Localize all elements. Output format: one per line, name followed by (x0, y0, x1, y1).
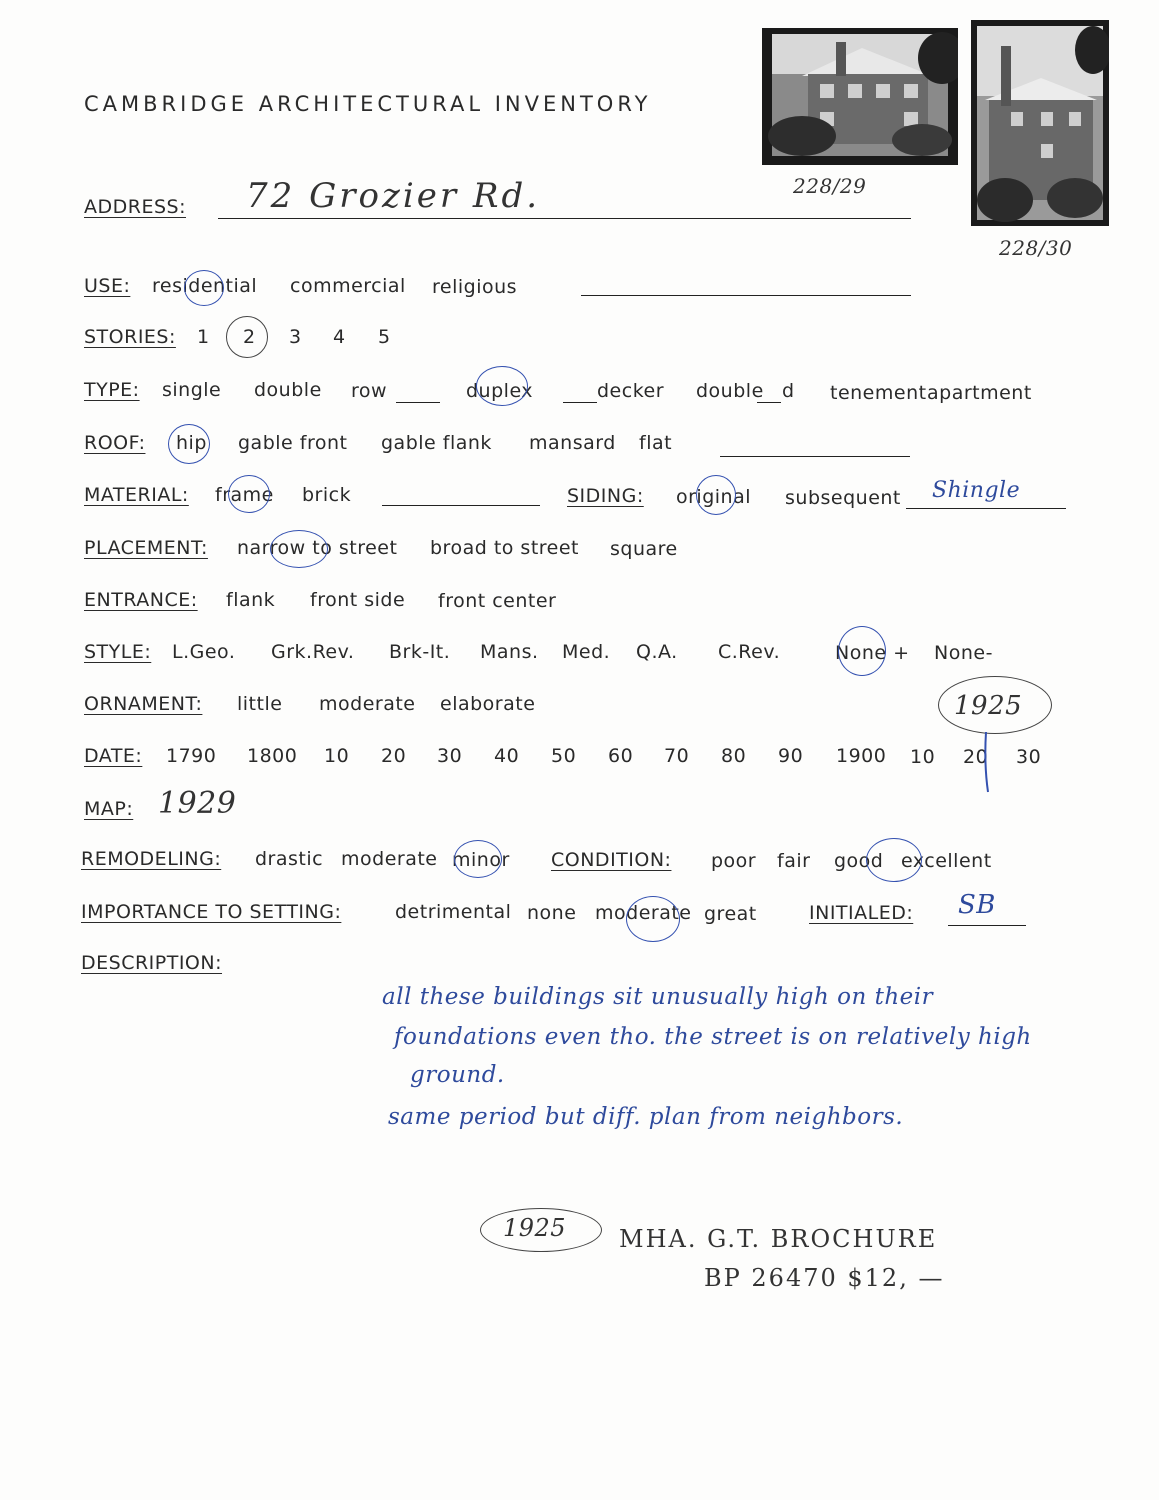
date-option-40: 40 (494, 745, 520, 767)
date-pointer-mark (980, 730, 994, 794)
type-option-apartment: apartment (927, 382, 1032, 404)
importance-option-moderate: moderate (595, 902, 692, 924)
stories-option-3: 3 (289, 326, 302, 348)
placement-option-narrow: narrow to street (237, 537, 398, 559)
house-image-icon (971, 20, 1109, 226)
ornament-option-moderate: moderate (319, 693, 416, 715)
style-option-none-minus: None- (934, 642, 993, 664)
date-option-90: 90 (778, 745, 804, 767)
style-option-mans: Mans. (480, 641, 539, 663)
type-selection-circle (476, 366, 528, 406)
style-option-med: Med. (562, 641, 611, 663)
date-option-1910: 10 (910, 746, 936, 768)
roof-option-hip: hip (176, 432, 207, 454)
remodeling-selection-circle (454, 840, 502, 878)
roof-selection-circle (168, 424, 210, 464)
date-option-1930: 30 (1016, 746, 1042, 768)
date-option-70: 70 (664, 745, 690, 767)
address-label: ADDRESS: (84, 196, 186, 218)
use-other-line (581, 295, 911, 296)
siding-option-original: original (676, 486, 752, 508)
condition-option-good: good (834, 850, 884, 872)
condition-option-excellent: excellent (901, 850, 992, 872)
entrance-option-flank: flank (226, 589, 276, 611)
entrance-option-front-side: front side (310, 589, 406, 611)
importance-option-detrimental: detrimental (395, 901, 512, 923)
type-double-d-line (757, 402, 781, 403)
type-option-double: double (254, 379, 322, 401)
material-selection-circle (228, 475, 270, 513)
type-option-d: d (782, 380, 795, 402)
ornament-label: ORNAMENT: (84, 693, 203, 715)
description-line-2: foundations even tho. the street is on relatively high (394, 1024, 1032, 1050)
stories-option-5: 5 (378, 326, 391, 348)
roof-label: ROOF: (84, 432, 146, 454)
use-option-religious: religious (432, 276, 518, 298)
use-label: USE: (84, 275, 131, 297)
address-line (218, 218, 911, 219)
date-option-1790: 1790 (166, 745, 217, 767)
type-option-single: single (162, 379, 222, 401)
description-line-4: same period but diff. plan from neighbors. (388, 1104, 904, 1130)
siding-value-line (906, 508, 1066, 509)
date-option-1900: 1900 (836, 745, 887, 767)
siding-value: Shingle (932, 478, 1021, 503)
placement-option-square: square (610, 538, 678, 560)
condition-option-poor: poor (711, 850, 757, 872)
style-option-none-plus: None + (835, 642, 910, 664)
style-option-crev: C.Rev. (718, 641, 781, 663)
address-value: 72 Grozier Rd. (246, 176, 541, 216)
house-photo-2 (971, 20, 1109, 226)
style-label: STYLE: (84, 641, 152, 663)
importance-selection-circle (626, 896, 680, 942)
date-option-1920: 20 (963, 746, 989, 768)
ornament-option-little: little (237, 693, 283, 715)
placement-option-broad: broad to street (430, 537, 580, 559)
remodeling-option-minor: minor (452, 849, 510, 871)
material-option-brick: brick (302, 484, 352, 506)
type-decker-line (563, 402, 597, 403)
house-image-icon (762, 28, 958, 165)
initialed-label: INITIALED: (809, 902, 914, 924)
remodeling-option-moderate: moderate (341, 848, 438, 870)
type-label: TYPE: (84, 379, 140, 401)
stories-option-1: 1 (197, 326, 210, 348)
style-option-lgeo: L.Geo. (172, 641, 236, 663)
initialed-line (948, 925, 1026, 926)
siding-option-subsequent: subsequent (785, 487, 901, 509)
roof-option-mansard: mansard (529, 432, 616, 454)
siding-selection-circle (696, 475, 736, 515)
roof-other-line (720, 456, 910, 457)
footer-note-line-2: BP 26470 $12, — (704, 1264, 945, 1292)
description-line-3: ground. (410, 1062, 505, 1088)
entrance-label: ENTRANCE: (84, 589, 198, 611)
importance-option-great: great (704, 903, 757, 925)
ornament-option-elaborate: elaborate (440, 693, 536, 715)
importance-label: IMPORTANCE TO SETTING: (81, 901, 342, 923)
date-handwritten: 1925 (954, 691, 1023, 721)
map-value: 1929 (158, 786, 237, 821)
use-option-commercial: commercial (290, 275, 406, 297)
style-option-brkit: Brk-It. (389, 641, 451, 663)
remodeling-option-drastic: drastic (255, 848, 324, 870)
type-option-row: row (351, 380, 388, 402)
footer-note-line-1: MHA. G.T. BROCHURE (619, 1225, 938, 1253)
style-option-grkrev: Grk.Rev. (271, 641, 355, 663)
stories-selection-circle (226, 316, 268, 358)
footer-year: 1925 (503, 1214, 567, 1242)
date-option-30: 30 (437, 745, 463, 767)
material-other-line (382, 505, 540, 506)
style-selection-circle (838, 626, 886, 676)
description-line-1: all these buildings sit unusually high on their (382, 984, 934, 1010)
use-selection-circle (184, 270, 224, 306)
condition-option-fair: fair (777, 850, 811, 872)
date-option-60: 60 (608, 745, 634, 767)
material-label: MATERIAL: (84, 484, 189, 506)
material-option-frame: frame (215, 484, 274, 506)
condition-label: CONDITION: (551, 849, 672, 871)
remodeling-label: REMODELING: (81, 848, 222, 870)
house-photo-1 (762, 28, 958, 165)
date-option-20: 20 (381, 745, 407, 767)
placement-selection-circle (270, 530, 328, 568)
siding-label: SIDING: (567, 485, 644, 507)
type-row-line (396, 402, 440, 403)
placement-label: PLACEMENT: (84, 537, 208, 559)
roof-option-gable-front: gable front (238, 432, 348, 454)
importance-option-none: none (527, 902, 577, 924)
map-label: MAP: (84, 798, 134, 820)
form-title: CAMBRIDGE ARCHITECTURAL INVENTORY (84, 92, 652, 116)
type-option-tenement: tenement (830, 382, 927, 404)
date-option-80: 80 (721, 745, 747, 767)
stories-option-4: 4 (333, 326, 346, 348)
condition-selection-circle (866, 838, 922, 882)
entrance-option-front-center: front center (438, 590, 557, 612)
date-label: DATE: (84, 745, 143, 767)
date-option-50: 50 (551, 745, 577, 767)
type-option-double-d: double (696, 380, 764, 402)
initialed-value: SB (958, 890, 996, 920)
date-option-10: 10 (324, 745, 350, 767)
type-option-duplex: duplex (466, 380, 534, 402)
stories-option-2: 2 (243, 326, 256, 348)
style-option-qa: Q.A. (636, 641, 678, 663)
description-label: DESCRIPTION: (81, 952, 223, 974)
use-option-residential: residential (152, 275, 258, 297)
date-option-1800: 1800 (247, 745, 298, 767)
photo-2-label: 228/30 (999, 236, 1073, 260)
roof-option-flat: flat (639, 432, 673, 454)
type-option-decker: decker (597, 380, 665, 402)
photo-1-label: 228/29 (793, 174, 867, 198)
stories-label: STORIES: (84, 326, 176, 348)
roof-option-gable-flank: gable flank (381, 432, 492, 454)
